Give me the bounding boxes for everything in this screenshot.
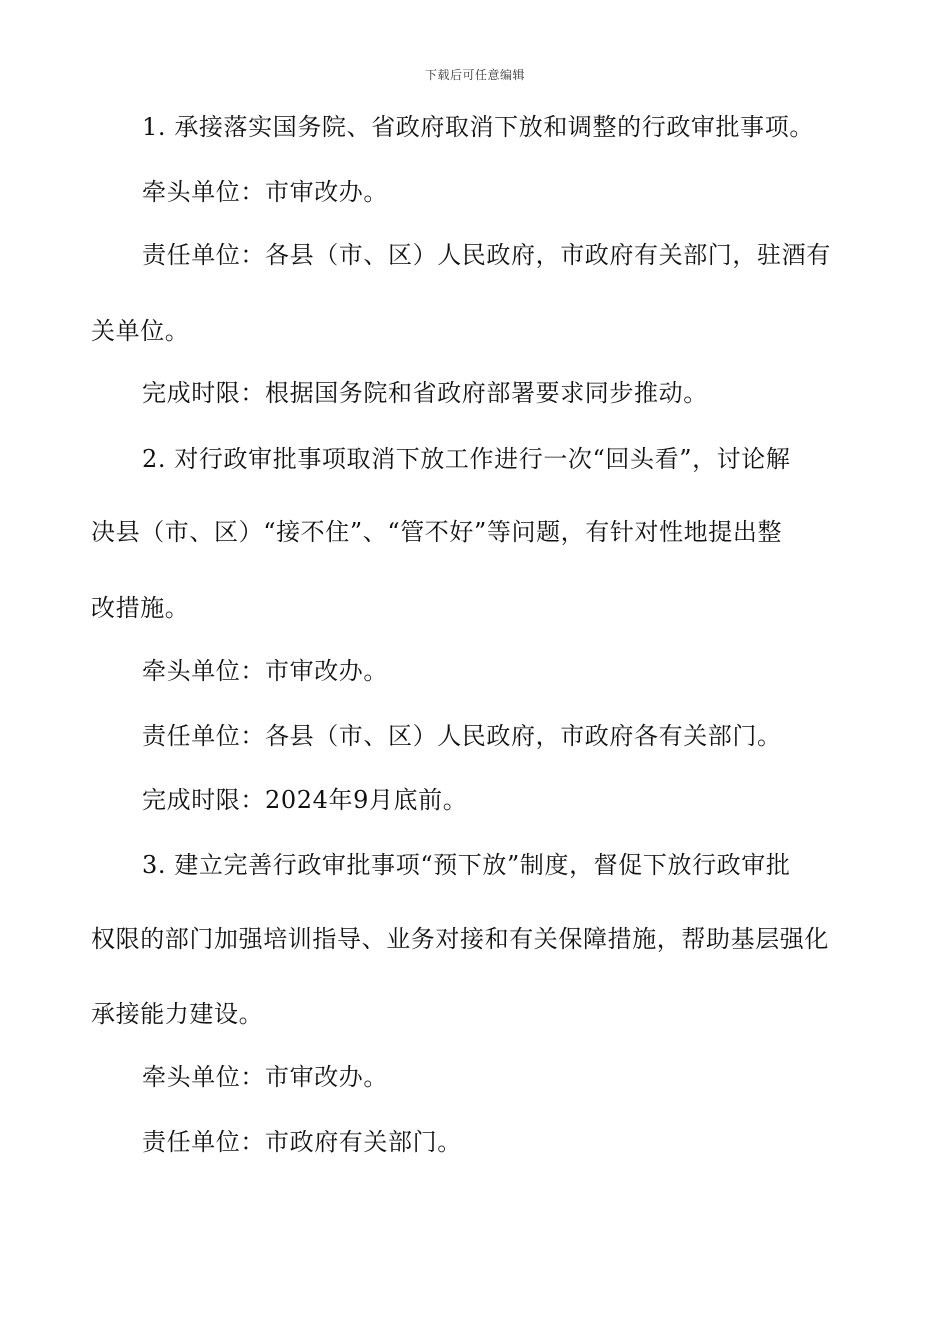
item-2-task-cont: 决县（市、区）“接不住”、“管不好”等问题，有针对性地提出整 (91, 518, 783, 546)
item-2-task: 2. 对行政审批事项取消下放工作进行一次“回头看”，讨论解 (142, 445, 791, 473)
item-3-responsible-units: 责任单位：市政府有关部门。 (142, 1128, 462, 1156)
item-1-responsible-units-cont: 关单位。 (91, 317, 190, 345)
item-1-lead-unit: 牵头单位：市审改办。 (142, 178, 388, 206)
page-header: 下载后可任意编辑 (424, 68, 525, 82)
item-1-task: 1. 承接落实国务院、省政府取消下放和调整的行政审批事项。 (142, 113, 814, 141)
item-2-lead-unit: 牵头单位：市审改办。 (142, 657, 388, 685)
item-2-deadline: 完成时限：2024年9月底前。 (142, 786, 468, 814)
item-2-responsible-units: 责任单位：各县（市、区）人民政府，市政府各有关部门。 (142, 722, 782, 750)
item-3-task-cont-2: 承接能力建设。 (91, 1000, 264, 1028)
item-1-responsible-units: 责任单位：各县（市、区）人民政府，市政府有关部门，驻酒有 (142, 241, 831, 269)
item-2-task-cont-2: 改措施。 (91, 594, 190, 622)
item-3-task: 3. 建立完善行政审批事项“预下放”制度，督促下放行政审批 (142, 851, 791, 879)
item-3-task-cont: 权限的部门加强培训指导、业务对接和有关保障措施，帮助基层强化 (91, 925, 829, 953)
item-1-deadline: 完成时限：根据国务院和省政府部署要求同步推动。 (142, 379, 708, 407)
item-3-lead-unit: 牵头单位：市审改办。 (142, 1063, 388, 1091)
